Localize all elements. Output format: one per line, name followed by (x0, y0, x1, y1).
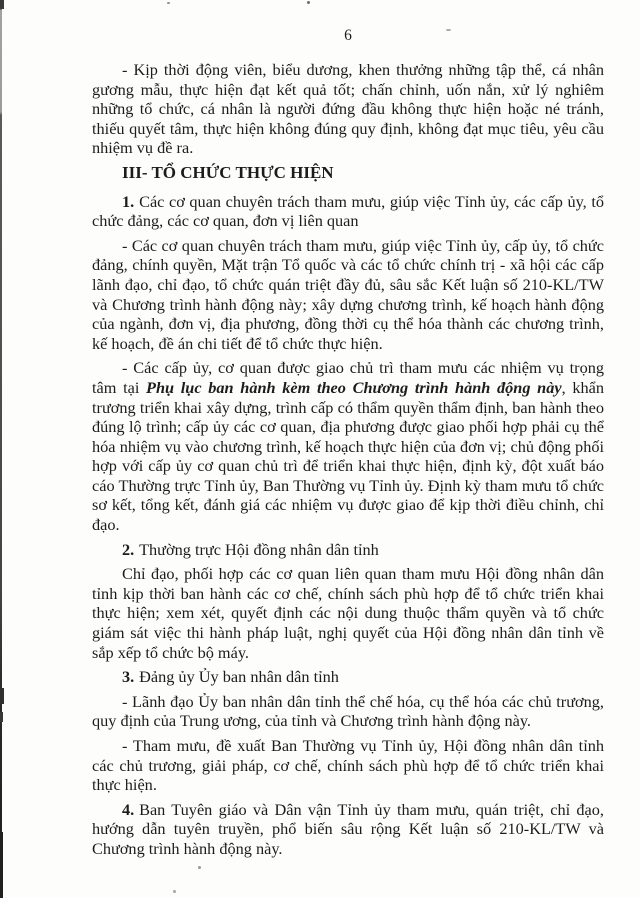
paragraph-text: - Tham mưu, đề xuất Ban Thường vụ Tỉnh ủy, Hội đồng nhân dân tỉnh các chủ trương, giải pháp, cơ chế, chính sách phù hợp để tổ chức triển khai thực hiện. (92, 736, 604, 795)
item-title: Ban Tuyên giáo và Dân vận Tỉnh ủy tham mưu, quán triệt, chỉ đạo, hướng dẫn tuyên truyền, phổ biến sâu rộng Kết luận số 210-KL/TW và Chương trình hành động này. (92, 799, 604, 858)
item-number: 1. (122, 191, 135, 211)
paragraph-hdnd (92, 564, 604, 662)
item-number: 3. (122, 667, 135, 687)
paragraph-text: - Kịp thời động viên, biểu dương, khen thưởng những tập thể, cá nhân gương mẫu, thực hiện đạt kết quả tốt; chấn chỉnh, uốn nắn, xử lý nghiêm những tổ chức, cá nhân là người đứng đầu không thực hiện hoặc né tránh, thiếu quyết tâm, thực hiện không đúng quy định, không đạt mục tiêu, yêu cầu nhiệm vụ đề ra. (92, 60, 604, 158)
paragraph-tham-muu-de-xuat (92, 736, 604, 795)
item-number: 4. (122, 799, 135, 819)
scan-speck (167, 2, 170, 4)
scan-edge-artifact-bottom (0, 832, 3, 898)
scan-speck (198, 866, 201, 869)
item-3-heading (92, 667, 604, 687)
paragraph-lanh-dao-ubnd (92, 692, 604, 731)
item-1-heading (92, 192, 604, 231)
paragraph-text: - Các cơ quan chuyên trách tham mưu, giúp việc Tỉnh ủy, cấp ủy, tổ chức đảng, chính quyền, Mặt trận Tổ quốc và các tổ chức chính trị - xã hội các cấp lãnh đạo, chỉ đạo, tổ chức quán triệt đầy đủ, sâu sắc Kết luận số 210-KL/TW và Chương trình hành động này; xây dựng chương trình, kế hoạch hành động của ngành, đơn vị, địa phương, đồng thời cụ thể hóa thành các chương trình, kế hoạch, đề án chi tiết để tổ chức thực hiện. (92, 235, 604, 353)
item-number: 2. (122, 539, 135, 559)
paragraph-text: Chỉ đạo, phối hợp các cơ quan liên quan tham mưu Hội đồng nhân dân tỉnh kịp thời ban hành các cơ chế, chính sách phù hợp để tổ chức triển khai thực hiện; xem xét, quyết định các nội dung thuộc thẩm quyền và tổ chức giám sát việc thi hành pháp luật, nghị quyết của Hội đồng nhân dân tỉnh về sắp xếp tổ chức bộ máy. (92, 564, 604, 662)
item-title: Thường trực Hội đồng nhân dân tỉnh (139, 539, 379, 559)
document-body (92, 60, 604, 864)
paragraph-text: - Lãnh đạo Ủy ban nhân dân tỉnh thể chế hóa, cụ thể hóa các chủ trương, quy định của Trung ương, của tỉnh và Chương trình hành động này. (92, 691, 604, 731)
paragraph-nhiem-vu-trong-tam (92, 358, 604, 534)
scan-speck (307, 1, 310, 4)
page-number: 6 (344, 27, 352, 44)
scan-edge-artifact (0, 0, 2, 898)
section-heading-iii: III- TỔ CHỨC THỰC HIỆN (122, 162, 334, 182)
scan-edge-artifact-nub (0, 688, 4, 704)
item-title: Các cơ quan chuyên trách tham mưu, giúp việc Tỉnh ủy, các cấp ủy, tổ chức đảng, các cơ quan, đơn vị liên quan (92, 191, 604, 231)
paragraph-co-quan-chuyen-trach (92, 236, 604, 354)
paragraph-text-lead: - Các cấp ủy, cơ quan được giao chủ trì tham mưu các nhiệm vụ trọng tâm tại (92, 358, 604, 397)
item-4-heading (92, 800, 604, 859)
scan-edge-artifact-corner (0, 0, 4, 9)
item-2-heading (92, 540, 604, 560)
scan-edge-artifact-nub (0, 712, 3, 722)
scan-speck (173, 890, 176, 893)
paragraph-khen-thuong (92, 60, 604, 158)
item-title: Đảng ủy Ủy ban nhân dân tỉnh (139, 667, 339, 687)
paragraph-text-rest: , khẩn trương triển khai xây dựng, trình cấp có thẩm quyền thẩm định, ban hành theo đúng lộ trình; cấp ủy các cơ quan, địa phương được giao phối hợp phải cụ thể hóa nhiệm vụ vào chương trình, kế hoạch thực hiện của đơn vị; chủ động phối hợp với cấp ủy cơ quan chủ trì để triển khai thực hiện, định kỳ, đột xuất báo cáo Thường trực Tỉnh ủy, Ban Thường vụ Tỉnh ủy. Định kỳ tham mưu tổ chức sơ kết, tổng kết, đánh giá các nhiệm vụ được giao để kịp thời điều chỉnh, chỉ đạo. (92, 377, 605, 535)
appendix-emphasis: Phụ lục ban hành kèm theo Chương trình hành động này (146, 377, 562, 397)
